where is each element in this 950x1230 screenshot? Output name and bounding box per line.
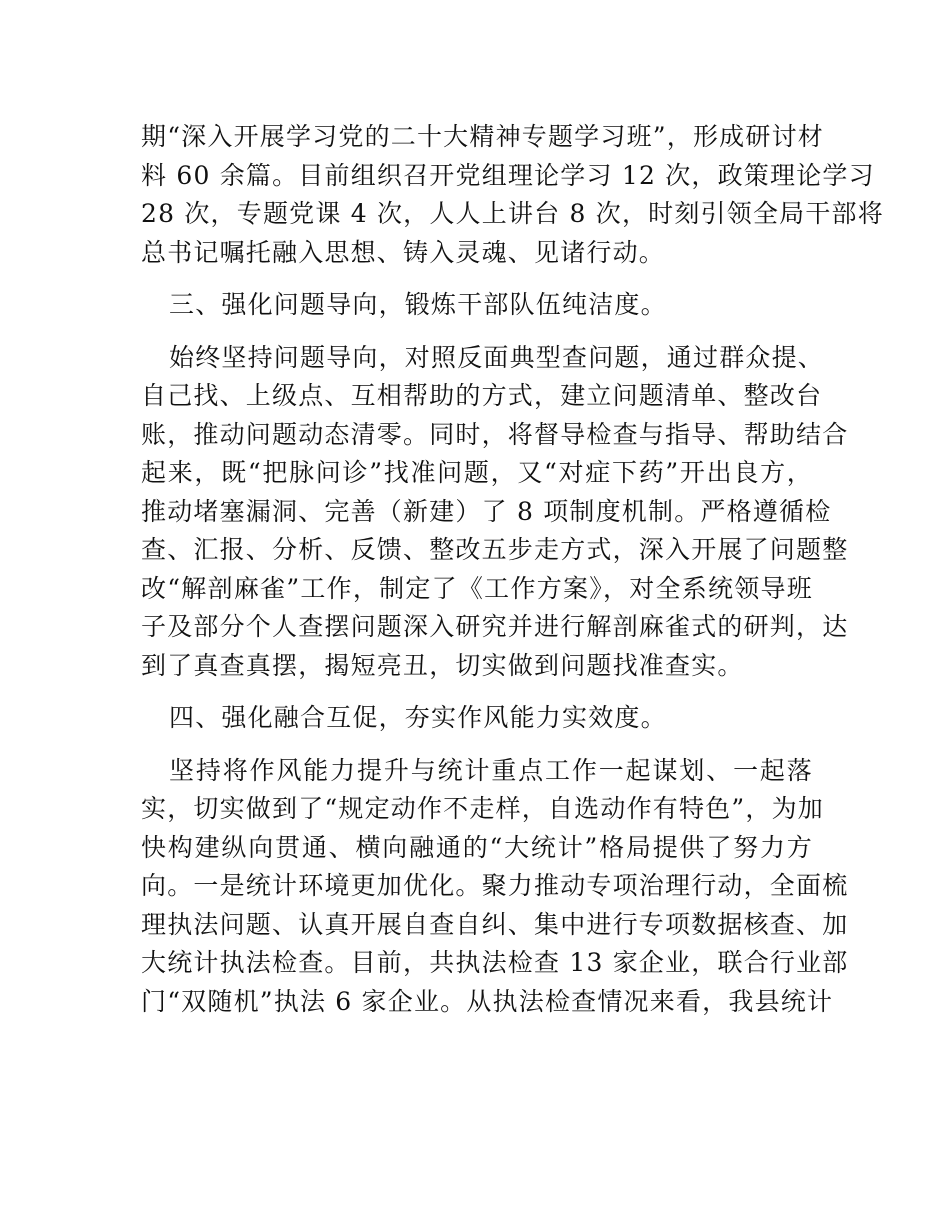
text-line: 自己找、上级点、互相帮助的方式，建立问题清单、整改台 <box>141 381 823 410</box>
text-line: 28 次，专题党课 4 次，人人上讲台 8 次，时刻引领全局干部将 <box>141 199 884 228</box>
text-line: 总书记嘱托融入思想、铸入灵魂、见诸行动。 <box>141 237 666 267</box>
text-line: 推动堵塞漏洞、完善（新建）了 8 项制度机制。严格遵循检 <box>141 496 832 526</box>
paragraph-problem-orientation <box>141 339 849 686</box>
heading-line: 三、强化问题导向，锻炼干部队伍纯洁度。 <box>169 290 667 319</box>
text-line: 坚持将作风能力提升与统计重点工作一起谋划、一起落 <box>169 755 813 785</box>
section-heading-4 <box>141 699 813 738</box>
text-line: 料 60 余篇。目前组织召开党组理论学习 12 次，政策理论学习 <box>141 160 875 190</box>
document-page <box>141 118 884 1021</box>
text-line: 实，切实做到了“规定动作不走样，自选动作有特色”，为加 <box>141 794 824 823</box>
paragraph-integration <box>141 752 849 1022</box>
text-line: 大统计执法检查。目前，共执法检查 13 家企业，联合行业部 <box>141 948 849 977</box>
section-heading-3 <box>141 286 813 325</box>
text-line: 账，推动问题动态清零。同时，将督导检查与指导、帮助结合 <box>141 419 849 449</box>
text-line: 理执法问题、认真开展自查自纠、集中进行专项数据核查、加 <box>141 909 849 939</box>
text-line: 期“深入开展学习党的二十大精神专题学习班”，形成研讨材 <box>141 122 824 151</box>
text-line: 起来，既“把脉问诊”找准问题，又“对症下药”开出良方， <box>141 458 813 487</box>
text-line: 查、汇报、分析、反馈、整改五步走方式，深入开展了问题整 <box>141 535 849 564</box>
text-line: 到了真查真摆，揭短亮丑，切实做到问题找准查实。 <box>141 650 744 680</box>
text-line: 改“解剖麻雀”工作，制定了《工作方案》，对全系统领导班 <box>141 573 813 603</box>
text-line: 始终坚持问题导向，对照反面典型查问题，通过群众提、 <box>169 342 825 372</box>
text-line: 门“双随机”执法 6 家企业。从执法检查情况来看，我县统计 <box>141 986 834 1016</box>
heading-line: 四、强化融合互促，夯实作风能力实效度。 <box>169 703 667 732</box>
text-line: 向。一是统计环境更加优化。聚力推动专项治理行动，全面梳 <box>141 871 849 900</box>
paragraph-continuation <box>141 118 884 272</box>
text-line: 子及部分个人查摆问题深入研究并进行解剖麻雀式的研判，达 <box>141 612 849 641</box>
text-line: 快构建纵向贯通、横向融通的“大统计”格局提供了努力方 <box>141 832 813 862</box>
